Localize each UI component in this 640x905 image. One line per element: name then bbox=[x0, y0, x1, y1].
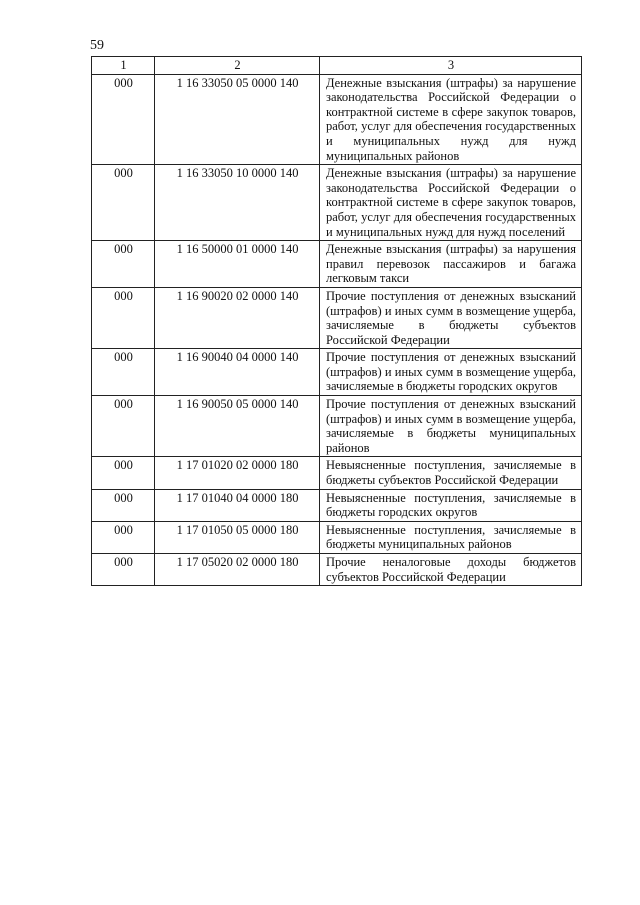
revenue-description-cell: Невыясненные поступления, зачисляемые в бюджеты городских округов bbox=[320, 489, 582, 521]
budget-classification-code-cell: 1 17 01040 04 0000 180 bbox=[155, 489, 320, 521]
admin-code-cell: 000 bbox=[92, 554, 155, 586]
budget-classification-code-cell: 1 16 90040 04 0000 140 bbox=[155, 349, 320, 396]
admin-code-cell: 000 bbox=[92, 396, 155, 457]
table-row bbox=[92, 241, 582, 288]
budget-classification-code-cell: 1 16 90020 02 0000 140 bbox=[155, 287, 320, 348]
page-number: 59 bbox=[90, 38, 104, 53]
budget-classification-code-cell: 1 16 33050 05 0000 140 bbox=[155, 74, 320, 165]
admin-code-cell: 000 bbox=[92, 349, 155, 396]
budget-revenue-table bbox=[91, 56, 582, 586]
admin-code-cell: 000 bbox=[92, 74, 155, 165]
table-row bbox=[92, 287, 582, 348]
revenue-description-cell: Прочие поступления от денежных взысканий (штрафов) и иных сумм в возмещение ущерба, зачисляемые в бюджеты субъектов Российской Федерации bbox=[320, 287, 582, 348]
revenue-description-cell: Невыясненные поступления, зачисляемые в бюджеты муниципальных районов bbox=[320, 521, 582, 553]
column-header-1: 1 bbox=[92, 57, 155, 75]
admin-code-cell: 000 bbox=[92, 489, 155, 521]
table-row bbox=[92, 554, 582, 586]
budget-classification-code-cell: 1 16 90050 05 0000 140 bbox=[155, 396, 320, 457]
budget-classification-code-cell: 1 16 50000 01 0000 140 bbox=[155, 241, 320, 288]
revenue-description-cell: Денежные взыскания (штрафы) за нарушение законодательства Российской Федерации о контрактной системе в сфере закупок товаров, работ, услуг для обеспечения государственных и муниципальных нужд для нужд муниципальных районов bbox=[320, 74, 582, 165]
table-row bbox=[92, 74, 582, 165]
budget-classification-code-cell: 1 17 01050 05 0000 180 bbox=[155, 521, 320, 553]
table-row bbox=[92, 165, 582, 241]
revenue-description-cell: Прочие неналоговые доходы бюджетов субъектов Российской Федерации bbox=[320, 554, 582, 586]
table-header-row bbox=[92, 57, 582, 75]
table-row bbox=[92, 521, 582, 553]
revenue-description-cell: Прочие поступления от денежных взысканий (штрафов) и иных сумм в возмещение ущерба, зачисляемые в бюджеты городских округов bbox=[320, 349, 582, 396]
revenue-description-cell: Прочие поступления от денежных взысканий (штрафов) и иных сумм в возмещение ущерба, зачисляемые в бюджеты муниципальных районов bbox=[320, 396, 582, 457]
table-row bbox=[92, 396, 582, 457]
budget-classification-code-cell: 1 17 01020 02 0000 180 bbox=[155, 457, 320, 489]
budget-classification-code-cell: 1 16 33050 10 0000 140 bbox=[155, 165, 320, 241]
table-row bbox=[92, 489, 582, 521]
column-header-2: 2 bbox=[155, 57, 320, 75]
column-header-3: 3 bbox=[320, 57, 582, 75]
table-row bbox=[92, 349, 582, 396]
admin-code-cell: 000 bbox=[92, 287, 155, 348]
revenue-description-cell: Денежные взыскания (штрафы) за нарушение законодательства Российской Федерации о контрактной системе в сфере закупок товаров, работ, услуг для обеспечения государственных и муниципальных нужд для нужд поселений bbox=[320, 165, 582, 241]
admin-code-cell: 000 bbox=[92, 457, 155, 489]
admin-code-cell: 000 bbox=[92, 241, 155, 288]
admin-code-cell: 000 bbox=[92, 521, 155, 553]
budget-classification-code-cell: 1 17 05020 02 0000 180 bbox=[155, 554, 320, 586]
admin-code-cell: 000 bbox=[92, 165, 155, 241]
table-row bbox=[92, 457, 582, 489]
revenue-description-cell: Невыясненные поступления, зачисляемые в бюджеты субъектов Российской Федерации bbox=[320, 457, 582, 489]
revenue-description-cell: Денежные взыскания (штрафы) за нарушения правил перевозок пассажиров и багажа легковым такси bbox=[320, 241, 582, 288]
